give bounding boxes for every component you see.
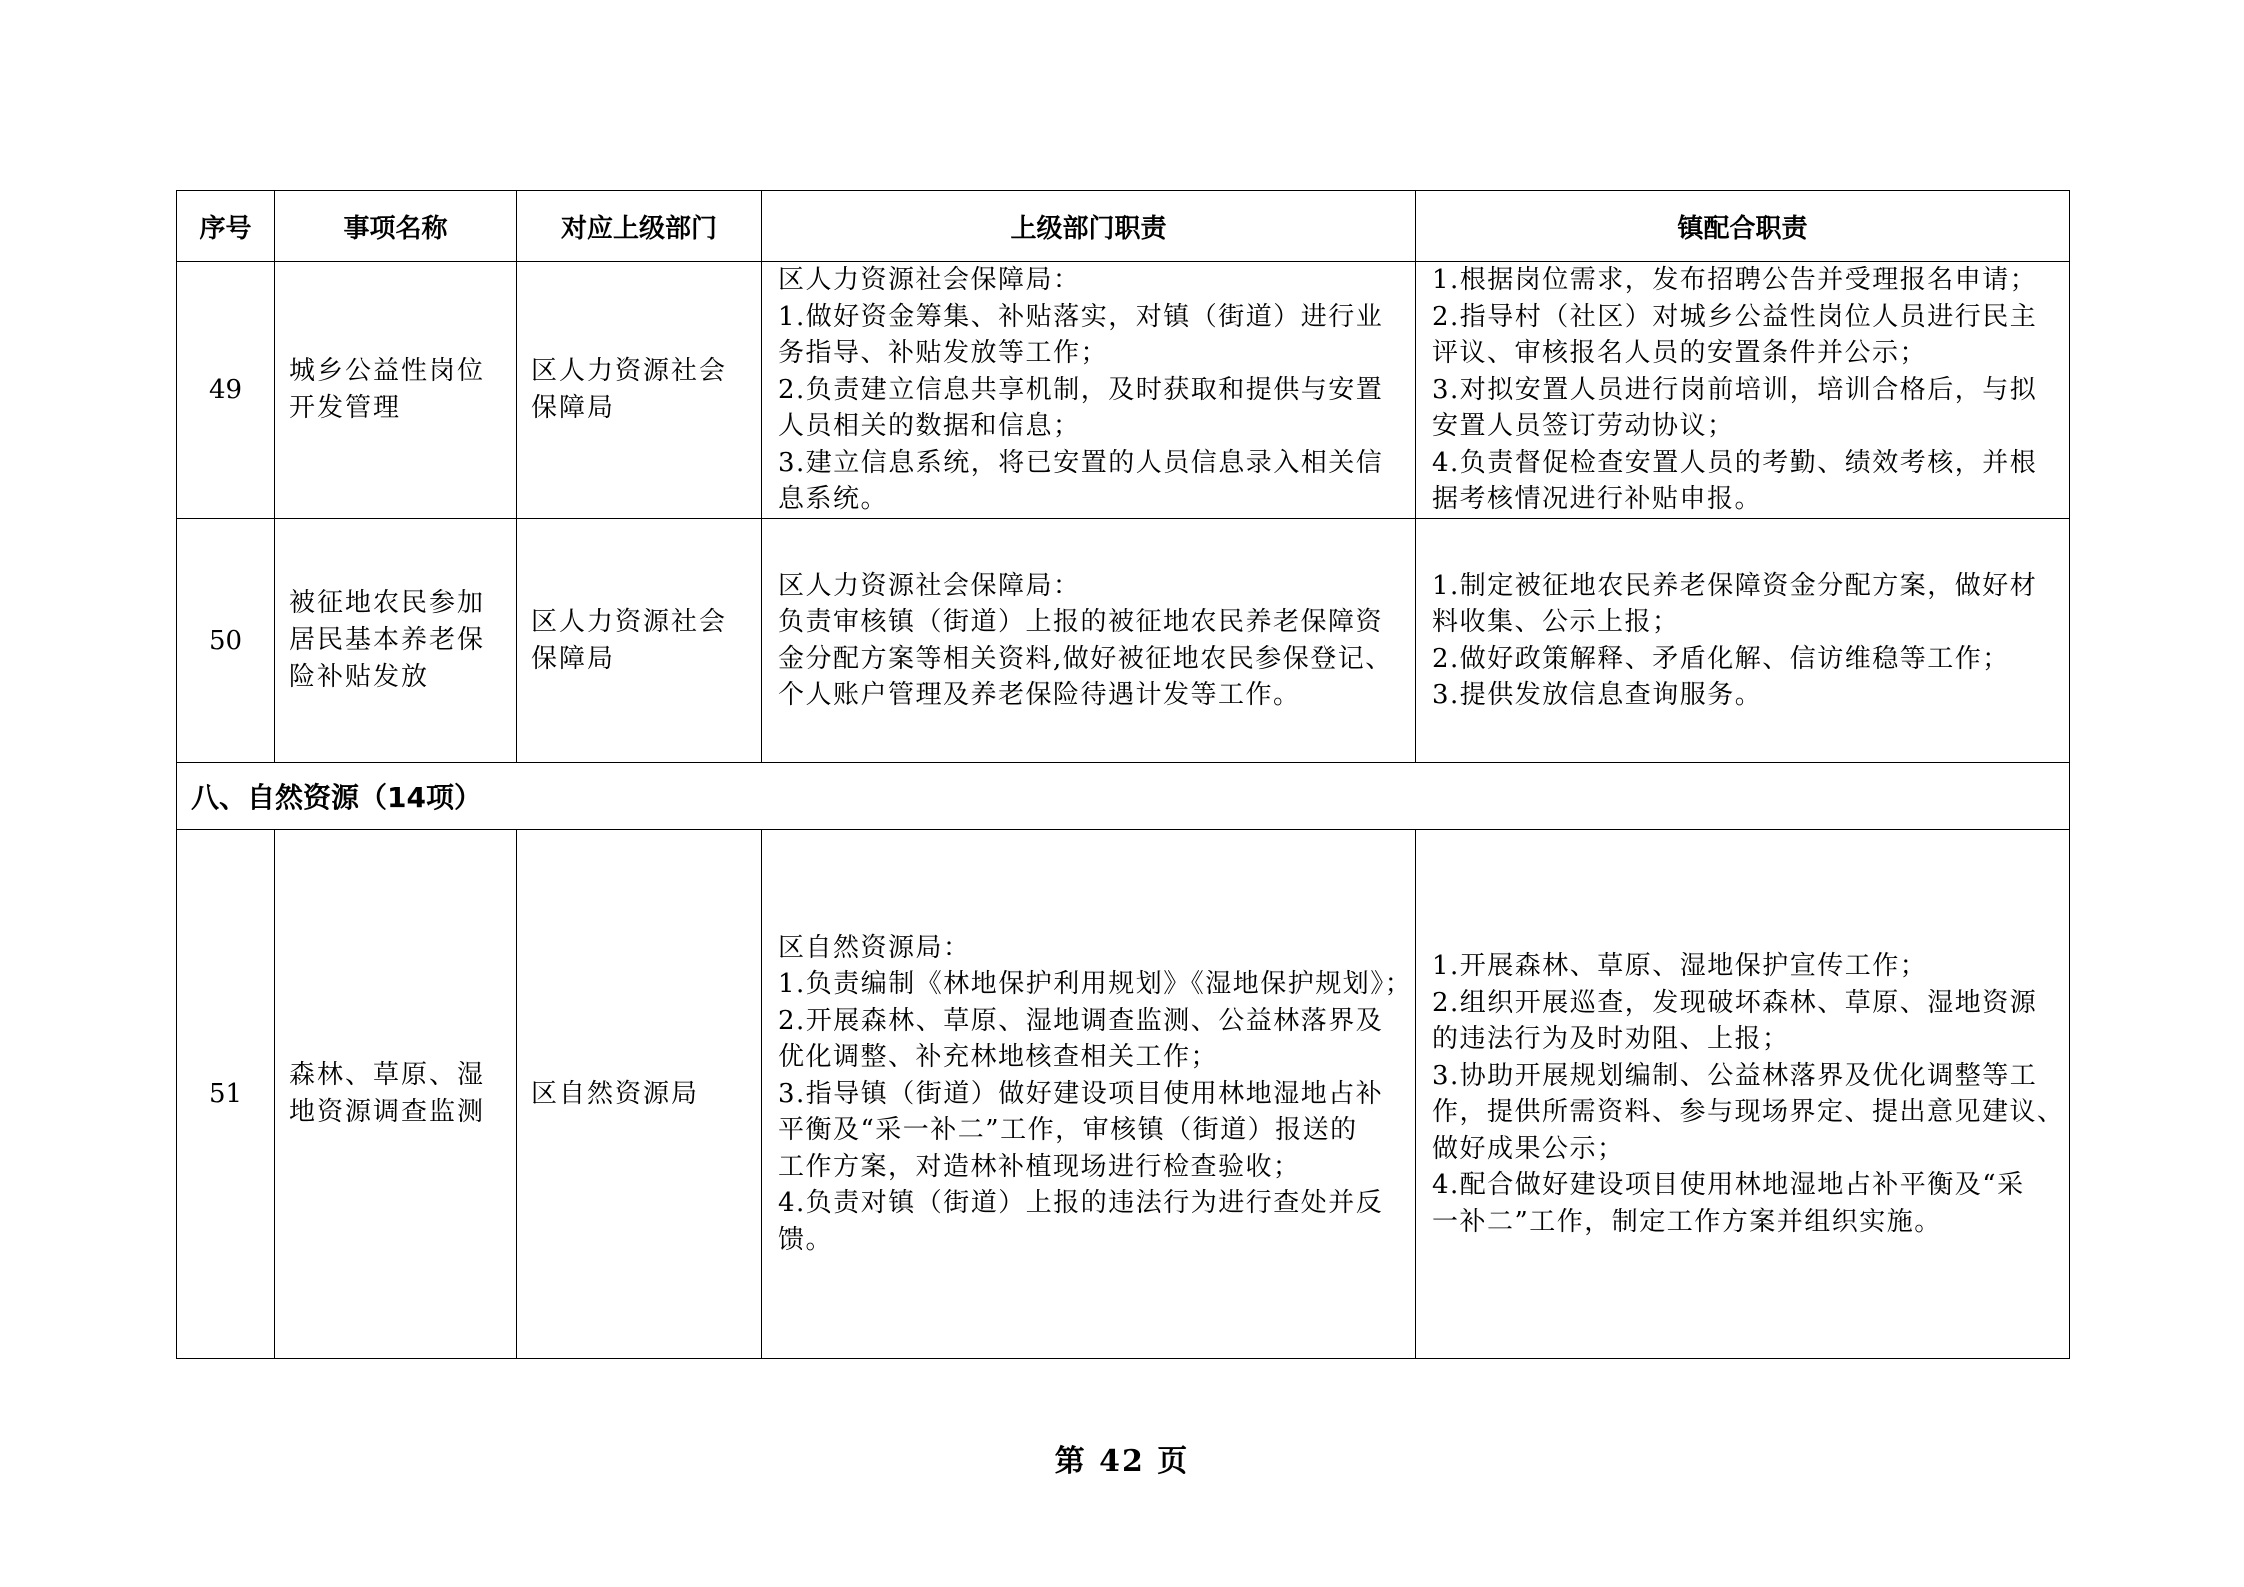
text-line: 1.做好资金筹集、补贴落实，对镇（街道）进行业 — [778, 301, 1384, 332]
text-line: 区人力资源社会 — [531, 356, 728, 386]
table-header-row — [177, 191, 2070, 262]
text-line: 4.负责督促检查安置人员的考勤、绩效考核，并根 — [1432, 447, 2038, 478]
text-line: 馈。 — [778, 1224, 834, 1255]
text-line: 区人力资源社会 — [531, 606, 728, 637]
text-line: 3.提供发放信息查询服务。 — [1432, 680, 1763, 710]
text-line: 3.协助开展规划编制、公益林落界及优化调整等工 — [1432, 1060, 2038, 1091]
row-upper-duty — [762, 262, 1416, 519]
row-item-name — [275, 262, 517, 519]
header-town-duty: 镇配合职责 — [1416, 191, 2070, 262]
text-line: 被征地农民参加 — [289, 588, 486, 618]
text-line: 3.建立信息系统，将已安置的人员信息录入相关信 — [778, 447, 1384, 478]
text-line: 个人账户管理及养老保险待遇计发等工作。 — [778, 680, 1301, 710]
table-row — [177, 830, 2070, 1359]
text-line: 2.负责建立信息共享机制，及时获取和提供与安置 — [778, 374, 1384, 405]
text-line: 负责审核镇（街道）上报的被征地农民养老保障资 — [778, 607, 1384, 637]
header-upper-duty: 上级部门职责 — [762, 191, 1416, 262]
text-line: 区人力资源社会保障局： — [778, 265, 1081, 296]
text-line: 居民基本养老保 — [289, 625, 486, 655]
text-line: 1.负责编制《林地保护利用规划》《湿地保护规划》； — [778, 969, 1413, 1000]
row-upper-dept — [517, 262, 762, 519]
text-line: 平衡及“采一补二”工作，审核镇（街道）报送的 — [778, 1115, 1358, 1146]
row-town-duty — [1416, 262, 2070, 519]
text-line: 1.开展森林、草原、湿地保护宣传工作； — [1432, 951, 1928, 981]
row-serial: 49 — [177, 262, 275, 519]
text-line: 险补贴发放 — [289, 662, 430, 692]
text-line: 2.组织开展巡查，发现破坏森林、草原、湿地资源 — [1432, 987, 2038, 1018]
text-line: 安置人员签订劳动协议； — [1432, 411, 1735, 442]
row-serial: 50 — [177, 519, 275, 763]
text-line: 1.制定被征地农民养老保障资金分配方案，做好材 — [1432, 570, 2038, 601]
header-upper-dept: 对应上级部门 — [517, 191, 762, 262]
text-line: 一补二”工作，制定工作方案并组织实施。 — [1432, 1206, 1942, 1237]
text-line: 务指导、补贴发放等工作； — [778, 338, 1109, 369]
table-row — [177, 519, 2070, 763]
text-line: 2.指导村（社区）对城乡公益性岗位人员进行民主 — [1432, 301, 2038, 332]
text-line: 工作方案，对造林补植现场进行检查验收； — [778, 1151, 1301, 1182]
text-line: 2.做好政策解释、矛盾化解、信访维稳等工作； — [1432, 643, 2010, 674]
header-serial: 序号 — [177, 191, 275, 262]
text-line: 森林、草原、湿地 — [289, 1060, 486, 1127]
row-upper-dept — [517, 519, 762, 763]
text-line: 人员相关的数据和信息； — [778, 411, 1081, 442]
text-line: 做好成果公示； — [1432, 1133, 1625, 1164]
text-line: 优化调整、补充林地核查相关工作； — [778, 1042, 1219, 1073]
section-row — [177, 763, 2070, 830]
row-item-name — [275, 830, 517, 1359]
header-item-name: 事项名称 — [275, 191, 517, 262]
text-line: 4.配合做好建设项目使用林地湿地占补平衡及“采 — [1432, 1170, 2025, 1200]
text-line: 3.对拟安置人员进行岗前培训，培训合格后，与拟 — [1432, 374, 2038, 405]
table-row — [177, 262, 2070, 519]
text-line: 城乡公益性岗位 — [289, 356, 486, 386]
text-line: 作，提供所需资料、参与现场界定、提出意见建议、 — [1432, 1097, 2065, 1127]
text-line: 3.指导镇（街道）做好建设项目使用林地湿地占补 — [778, 1078, 1384, 1109]
text-line: 1.根据岗位需求，发布招聘公告并受理报名申请； — [1432, 265, 2038, 296]
text-line: 区自然资源局： — [778, 932, 971, 963]
row-serial: 51 — [177, 830, 275, 1359]
text-line: 区自然资源局 — [531, 1078, 700, 1109]
responsibility-table — [176, 190, 2070, 1359]
text-line: 料收集、公示上报； — [1432, 607, 1680, 637]
text-line: 2.开展森林、草原、湿地调查监测、公益林落界及 — [778, 1005, 1384, 1036]
row-town-duty — [1416, 519, 2070, 763]
row-upper-duty — [762, 830, 1416, 1359]
row-item-name — [275, 519, 517, 763]
text-line: 开发管理 — [289, 393, 402, 423]
text-line: 金分配方案等相关资料,做好被征地农民参保登记、 — [778, 643, 1393, 674]
text-line: 据考核情况进行补贴申报。 — [1432, 484, 1763, 515]
text-line: 4.负责对镇（街道）上报的违法行为进行查处并反 — [778, 1188, 1384, 1219]
row-town-duty — [1416, 830, 2070, 1359]
text-line: 区人力资源社会保障局： — [778, 570, 1081, 601]
text-line: 资源调查监测 — [317, 1097, 486, 1127]
text-line: 保障局 — [531, 393, 616, 423]
text-line: 的违法行为及时劝阻、上报； — [1432, 1024, 1790, 1054]
section-title: 八、自然资源（14项） — [177, 763, 2070, 830]
text-line: 保障局 — [531, 643, 616, 674]
row-upper-duty — [762, 519, 1416, 763]
text-line: 息系统。 — [778, 484, 889, 515]
page-number: 第 42 页 — [1054, 1444, 1190, 1479]
row-upper-dept — [517, 830, 762, 1359]
text-line: 评议、审核报名人员的安置条件并公示； — [1432, 338, 1928, 369]
